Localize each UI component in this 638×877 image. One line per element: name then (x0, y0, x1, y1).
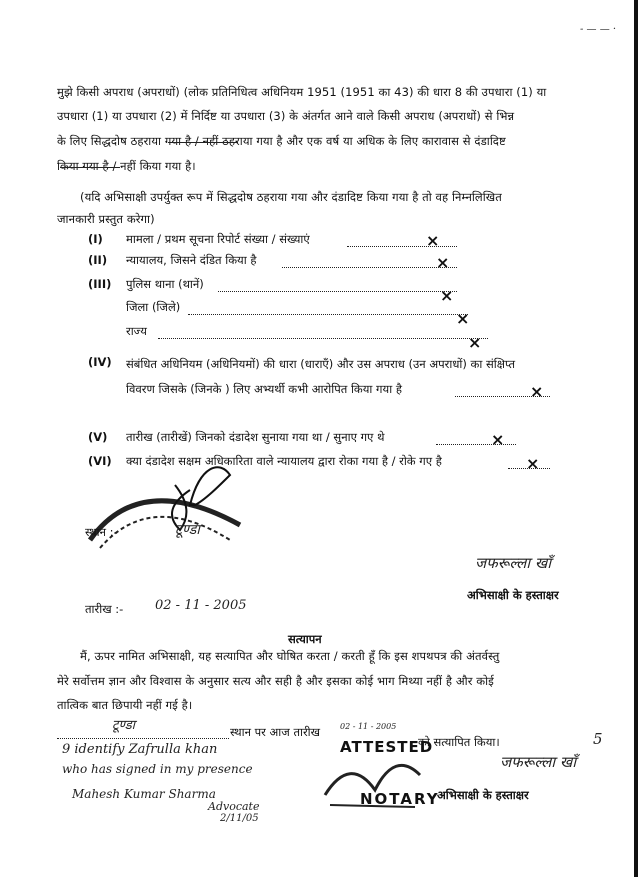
verification-date-value: 02 - 11 - 2005 (340, 722, 397, 731)
verification-heading: सत्यापन (288, 632, 322, 646)
item-cross-mark: × (436, 253, 450, 272)
item-number: (V) (88, 430, 108, 444)
identify-line-1: 9 identify Zafrulla khan (62, 742, 218, 757)
item-number: (VI) (88, 454, 112, 468)
strike-line-b (60, 167, 120, 168)
item-text: राज्य (126, 324, 147, 338)
date-value: 02 - 11 - 2005 (155, 598, 247, 613)
verification-line-4a: स्थान पर आज तारीख (230, 725, 321, 739)
advocate-date: 2/11/05 (220, 813, 259, 824)
corner-mark: - — — · (580, 24, 617, 35)
item-cross-mark: × (530, 382, 544, 401)
advocate-name: Mahesh Kumar Sharma (72, 787, 216, 801)
verification-line-2: मेरे सर्वोत्तम ज्ञान और विश्वास के अनुसार सत्य और सही है और इसका कोई भाग मिथ्या नहीं है और कोई (57, 674, 494, 688)
item-cross-mark: × (456, 309, 470, 328)
note-line-2: जानकारी प्रस्तुत करेगा) (57, 212, 155, 226)
item-text: न्यायालय, जिसने दंडित किया है (126, 253, 257, 267)
item-dotted-line (347, 233, 457, 247)
item-dotted-line (218, 278, 457, 292)
note-line-1: (यदि अभिसाक्षी उपर्युक्त रूप में सिद्धदोष ठहराया गया और दंडादिष्ट किया गया है तो वह निम्नलिखित (80, 190, 502, 204)
item-number: (I) (88, 232, 103, 246)
verification-place-line (57, 725, 229, 739)
item-cross-mark: × (468, 333, 482, 352)
item-number: (III) (88, 277, 112, 291)
verification-line-4b: को सत्यापित किया। (418, 735, 500, 749)
right-edge-shadow (634, 0, 638, 877)
verification-place-value: टूण्डा (112, 718, 136, 733)
identify-line-2: who has signed in my presence (62, 762, 253, 776)
verification-line-1: मैं, ऊपर नामित अभिसाक्षी, यह सत्यापित और घोषित करता / करती हूँ कि इस शपथपत्र की अंतर्वस्तु (80, 649, 500, 663)
item-text: विवरण जिसके (जिनके ) लिए अभ्यर्थी कभी आरोपित किया गया है (126, 382, 402, 396)
item-cross-mark: × (426, 231, 440, 250)
declaration-line-3: के लिए सिद्धदोष ठहराया गया है / नहीं ठहराया गया है और एक वर्ष या अधिक के लिए कारावास से दंडादिष्ट (57, 134, 506, 148)
item-dotted-line (158, 325, 488, 339)
place-value: टूण्डा (175, 522, 200, 538)
declaration-line-1: मुझे किसी अपराध (अपराधों) (लोक प्रतिनिधित्व अधिनियम 1951 (1951 का 43) की धारा 8 की उपधारा (1) या (57, 85, 547, 99)
item-text: मामला / प्रथम सूचना रिपोर्ट संख्या / संख्याएं (126, 232, 310, 246)
strike-line-a (168, 142, 238, 143)
verification-signature-caption: अभिसाक्षी के हस्ताक्षर (437, 788, 529, 802)
margin-mark: 5 (593, 730, 603, 748)
item-text: तारीख (तारीखें) जिनको दंडादेश सुनाया गया था / सुनाए गए थे (126, 430, 385, 444)
item-dotted-line (282, 254, 457, 268)
item-dotted-line (188, 301, 468, 315)
signature-caption: अभिसाक्षी के हस्ताक्षर (467, 588, 559, 602)
date-label: तारीख :- (85, 602, 124, 616)
attested-stamp: ATTESTED (340, 738, 434, 756)
item-cross-mark: × (526, 454, 540, 473)
declaration-line-2: उपधारा (1) या उपधारा (2) में निर्दिष्ट या उपधारा (3) के अंतर्गत आने वाले किसी अपराध (अपराधों) से भिन्न (57, 109, 515, 123)
verification-line-3: तात्विक बात छिपायी नहीं गई है। (57, 698, 193, 712)
item-text: जिला (जिले) (126, 300, 181, 314)
item-cross-mark: × (491, 430, 505, 449)
notary-stamp: NOTARY (360, 790, 440, 808)
deponent-signature: जफरूल्ला खाँ (475, 554, 552, 572)
item-text: संबंधित अधिनियम (अधिनियमों) की धारा (धाराएँ) और उस अपराध (उन अपराधों) का संक्षिप्त (126, 357, 516, 371)
item-number: (II) (88, 253, 108, 267)
item-text: क्या दंडादेश सक्षम अधिकारिता वाले न्यायालय द्वारा रोका गया है / रोके गए है (126, 454, 442, 468)
advocate-title: Advocate (208, 800, 260, 813)
item-cross-mark: × (440, 286, 454, 305)
item-text: पुलिस थाना (थानें) (126, 277, 204, 291)
declaration-line-4: किया गया है / नहीं किया गया है। (57, 159, 196, 173)
deponent-signature-lower: जफरूल्ला खाँ (500, 753, 577, 771)
item-number: (IV) (88, 355, 112, 369)
signature-scribble-icon (180, 455, 240, 515)
place-label: स्थान :- (85, 525, 118, 539)
